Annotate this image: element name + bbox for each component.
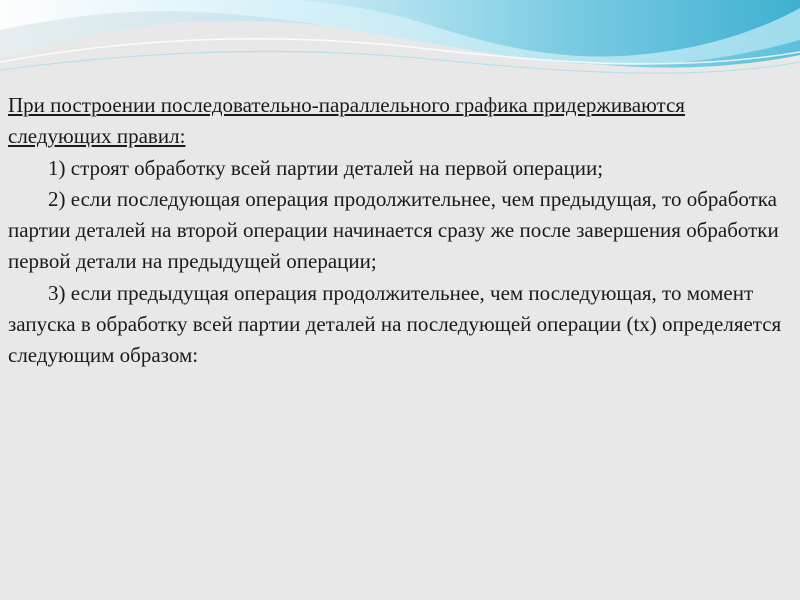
decorative-wave-header [0, 0, 800, 95]
slide-text-body [8, 90, 793, 372]
rule-3: 3) если предыдущая операция продолжительнее, чем последующая, то момент запуска в обработку всей партии деталей на последующей операции (tx) определяется следующим образом: [8, 280, 782, 368]
rules-heading: При построении последовательно-параллельного графика придерживаются следующих правил: [8, 93, 685, 149]
rule-1: 1) строят обработку всей партии деталей на первой операции; [48, 155, 604, 180]
rule-2: 2) если последующая операция продолжительнее, чем предыдущая, то обработка партии деталей на второй операции начинается сразу же после завершения обработки первой детали на предыдущей операции; [8, 186, 779, 274]
